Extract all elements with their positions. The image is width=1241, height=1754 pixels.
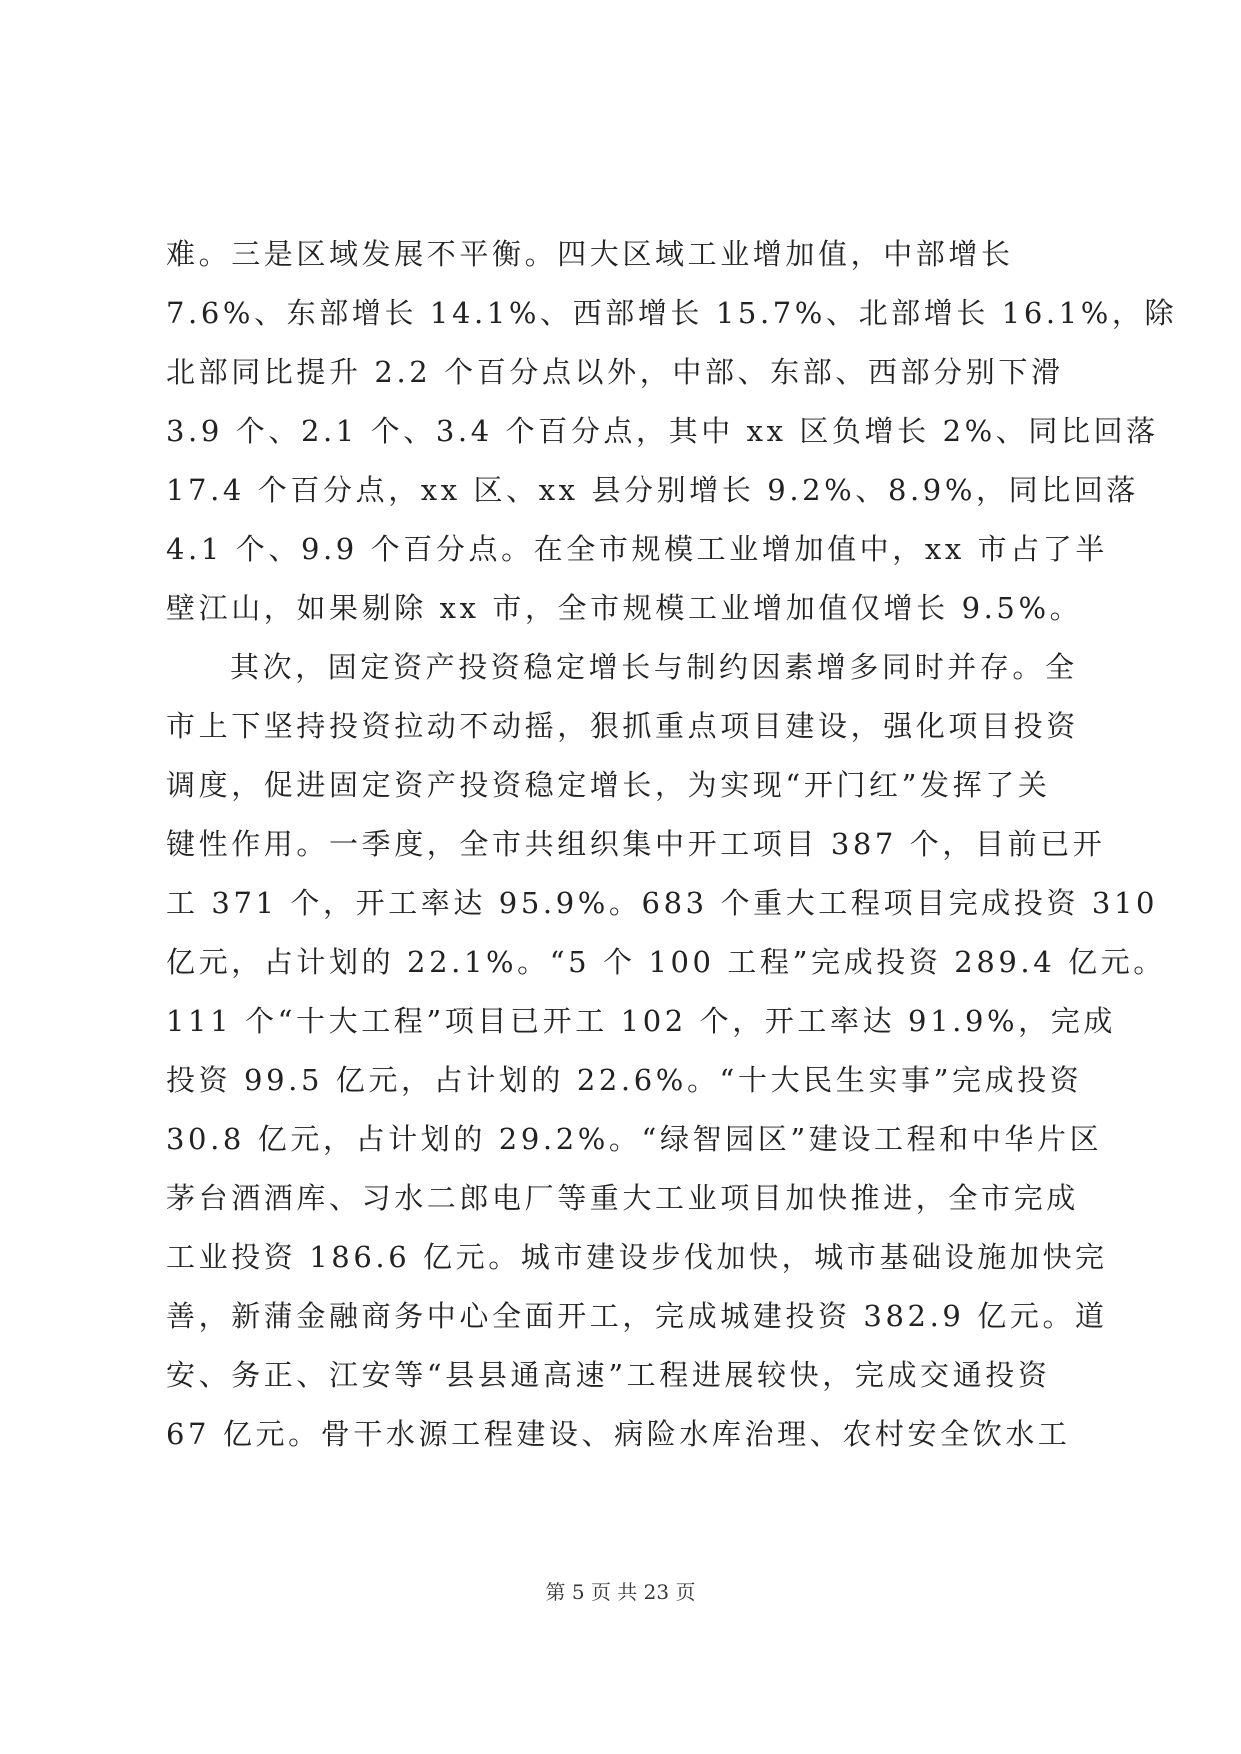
body-text-line: 17.4 个百分点，xx 区、xx 县分别增长 9.2%、8.9%，同比回落 bbox=[166, 473, 1140, 507]
body-text-line: 投资 99.5 亿元，占计划的 22.6%。“十大民生实事”完成投资 bbox=[166, 1063, 1083, 1097]
body-text-line: 4.1 个、9.9 个百分点。在全市规模工业增加值中，xx 市占了半 bbox=[166, 532, 1109, 566]
body-text-line: 市上下坚持投资拉动不动摇，狠抓重点项目建设，强化项目投资 bbox=[166, 709, 1079, 743]
body-text-line: 3.9 个、2.1 个、3.4 个百分点，其中 xx 区负增长 2%、同比回落 bbox=[166, 414, 1159, 448]
page-footer: 第 5 页 共 23 页 bbox=[545, 1580, 696, 1604]
body-text-line: 键性作用。一季度，全市共组织集中开工项目 387 个，目前已开 bbox=[166, 827, 1106, 861]
body-text-line: 30.8 亿元，占计划的 29.2%。“绿智园区”建设工程和中华片区 bbox=[166, 1122, 1103, 1156]
body-text-line: 茅台酒酒库、习水二郎电厂等重大工业项目加快推进，全市完成 bbox=[166, 1181, 1079, 1215]
body-text-line: 壁江山，如果剔除 xx 市，全市规模工业增加值仅增长 9.5%。 bbox=[166, 591, 1083, 625]
body-text-line: 7.6%、东部增长 14.1%、西部增长 15.7%、北部增长 16.1%，除 bbox=[166, 296, 1178, 330]
body-text-line: 工 371 个，开工率达 95.9%。683 个重大工程项目完成投资 310 bbox=[166, 886, 1159, 920]
body-text-line: 善，新蒲金融商务中心全面开工，完成城建投资 382.9 亿元。道 bbox=[166, 1299, 1108, 1333]
body-text-line: 北部同比提升 2.2 个百分点以外，中部、东部、西部分别下滑 bbox=[166, 355, 1064, 389]
body-text-line: 调度，促进固定资产投资稳定增长，为实现“开门红”发挥了关 bbox=[166, 768, 1051, 802]
body-text-line: 111 个“十大工程”项目已开工 102 个，开工率达 91.9%，完成 bbox=[166, 1004, 1116, 1038]
body-text-line: 67 亿元。骨干水源工程建设、病险水库治理、农村安全饮水工 bbox=[166, 1417, 1071, 1451]
body-text-line: 工业投资 186.6 亿元。城市建设步伐加快，城市基础设施加快完 bbox=[166, 1240, 1108, 1274]
body-text-line: 安、务正、江安等“县县通高速”工程进展较快，完成交通投资 bbox=[166, 1358, 1051, 1392]
body-text-line: 难。三是区域发展不平衡。四大区域工业增加值，中部增长 bbox=[166, 237, 1014, 271]
body-text-line: 亿元，占计划的 22.1%。“5 个 100 工程”完成投资 289.4 亿元。 bbox=[166, 945, 1166, 979]
paragraph-first-line: 其次，固定资产投资稳定增长与制约因素增多同时并存。全 bbox=[230, 650, 1078, 684]
